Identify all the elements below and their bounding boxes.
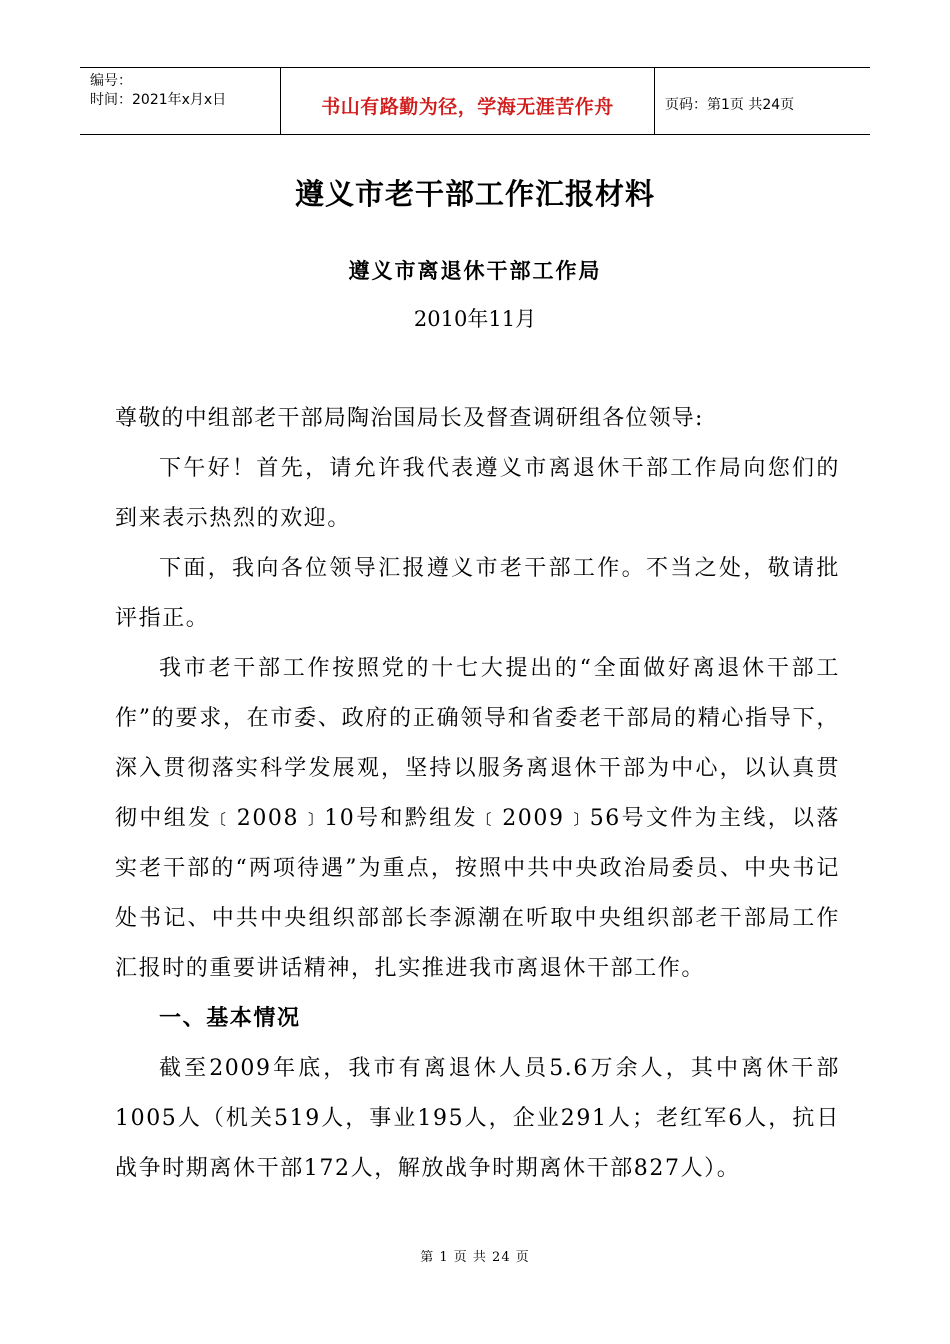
header-page-cell [655,68,870,134]
page-header [80,67,870,135]
paragraph-overview: 我市老干部工作按照党的十七大提出的“全面做好离退休干部工作”的要求，在市委、政府的正确领导和省委老干部局的精心指导下，深入贯彻落实科学发展观，坚持以服务离退休干部为中心，以认真贯彻中组发﹝2008﹞10号和黔组发﹝2009﹞56号文件为主线，以落实老干部的“两项待遇”为重点，按照中共中央政治局委员、中央书记处书记、中共中央组织部部长李源潮在听取中央组织部老干部局工作汇报时的重要讲话精神，扎实推进我市离退休干部工作。 [115,656,840,981]
header-motto-cell [281,68,655,134]
header-code-label: 编号： [90,73,132,89]
paragraph-greeting: 下午好！首先，请允许我代表遵义市离退休干部工作局向您们的到来表示热烈的欢迎。 [115,456,840,531]
section-heading: 一、基本情况 [159,1006,301,1031]
paragraph-basic-info: 截至2009年底，我市有离退休人员5.6万余人，其中离休干部1005人（机关519人，事业195人，企业291人；老红军6人，抗日战争时期离休干部172人，解放战争时期离休干部827人）。 [115,1056,840,1181]
page-footer: 第 1 页 共 24 页 [420,1250,530,1265]
document-date: 2010年11月 [413,307,537,331]
document-organization: 遵义市离退休干部工作局 [348,258,602,283]
salutation: 尊敬的中组部老干部局陶治国局长及督查调研组各位领导: [115,406,704,431]
header-page-label: 页码：第1页 共24页 [665,97,795,113]
header-motto: 书山有路勤为径，学海无涯苦作舟 [321,96,614,118]
header-time-label: 时间：2021年x月x日 [90,92,227,108]
document-title: 遵义市老干部工作汇报材料 [294,177,655,211]
document-body [115,444,840,1194]
paragraph-intro: 下面，我向各位领导汇报遵义市老干部工作。不当之处，敬请批评指正。 [115,556,840,631]
header-left-cell [80,68,281,134]
